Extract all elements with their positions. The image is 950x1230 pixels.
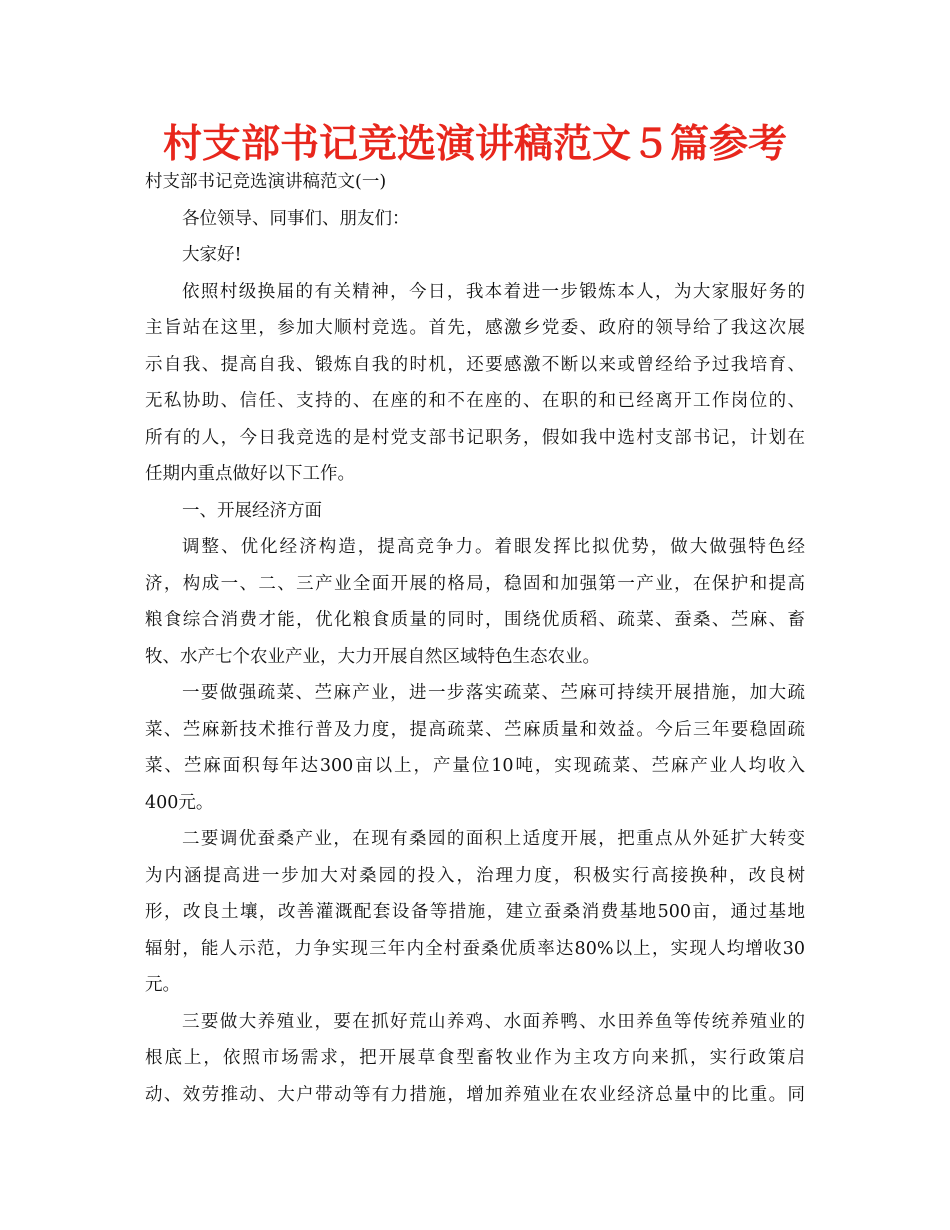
document-title: 村支部书记竞选演讲稿范文５篇参考 xyxy=(162,122,787,167)
text-line: 菜、苎麻新技术推行普及力度，提高疏菜、苎麻质量和效益。今后三年要稳固疏 xyxy=(145,719,805,740)
text-line: 所有的人，今日我竞选的是村党支部书记职务，假如我中选村支部书记，计划在 xyxy=(145,427,805,448)
text-line: 调整、优化经济构造，提高竞争力。着眼发挥比拟优势，做大做强特色经 xyxy=(182,537,805,557)
text-line: 形，改良土壤，改善灌溉配套设备等措施，建立蚕桑消费基地500亩，通过基地 xyxy=(145,902,805,922)
text-line: 400元。 xyxy=(145,792,214,813)
text-line: 主旨站在这里，参加大顺村竞选。首先，感激乡党委、政府的领导给了我这次展 xyxy=(145,318,805,338)
document-body xyxy=(145,164,805,1113)
text-line: 任期内重点做好以下工作。 xyxy=(145,464,355,484)
text-line: 根底上，依照市场需求，把开展草食型畜牧业作为主攻方向来抓，实行政策启 xyxy=(145,1048,805,1068)
text-line: 一、开展经济方面 xyxy=(182,500,322,521)
text-line: 三要做大养殖业，要在抓好荒山养鸡、水面养鸭、水田养鱼等传统养殖业的 xyxy=(182,1011,805,1032)
text-line: 动、效劳推动、大户带动等有力措施，增加养殖业在农业经济总量中的比重。同 xyxy=(145,1084,805,1105)
text-line: 依照村级换届的有关精神，今日，我本着进一步锻炼本人，为大家服好务的 xyxy=(182,281,805,302)
text-line: 二要调优蚕桑产业，在现有桑园的面积上适度开展，把重点从外延扩大转变 xyxy=(182,829,805,849)
text-line: 菜、苎麻面积每年达300亩以上，产量位10吨，实现疏菜、苎麻产业人均收入 xyxy=(145,756,805,776)
text-line: 一要做强疏菜、苎麻产业，进一步落实疏菜、苎麻可持续开展措施，加大疏 xyxy=(182,683,805,703)
text-line: 粮食综合消费才能，优化粮食质量的同时，围绕优质稻、疏菜、蚕桑、苎麻、畜 xyxy=(145,610,805,630)
text-line: 济，构成一、二、三产业全面开展的格局，稳固和加强第一产业，在保护和提高 xyxy=(145,573,805,594)
text-line: 大家好! xyxy=(182,245,242,265)
text-line: 村支部书记竞选演讲稿范文(一) xyxy=(145,172,387,192)
text-line: 元。 xyxy=(145,975,180,995)
text-line: 牧、水产七个农业产业，大力开展自然区域特色生态农业。 xyxy=(145,646,600,667)
text-line: 为内涵提高进一步加大对桑园的投入，治理力度，积极实行高接换种，改良树 xyxy=(145,865,805,886)
text-line: 无私协助、信任、支持的、在座的和不在座的、在职的和已经离开工作岗位的、 xyxy=(145,391,805,411)
text-line: 示自我、提高自我、锻炼自我的时机，还要感激不断以来或曾经给予过我培育、 xyxy=(145,354,805,375)
text-line: 各位领导、同事们、朋友们： xyxy=(182,208,410,229)
text-line: 辐射，能人示范，力争实现三年内全村蚕桑优质率达80%以上，实现人均增收30 xyxy=(145,938,805,959)
